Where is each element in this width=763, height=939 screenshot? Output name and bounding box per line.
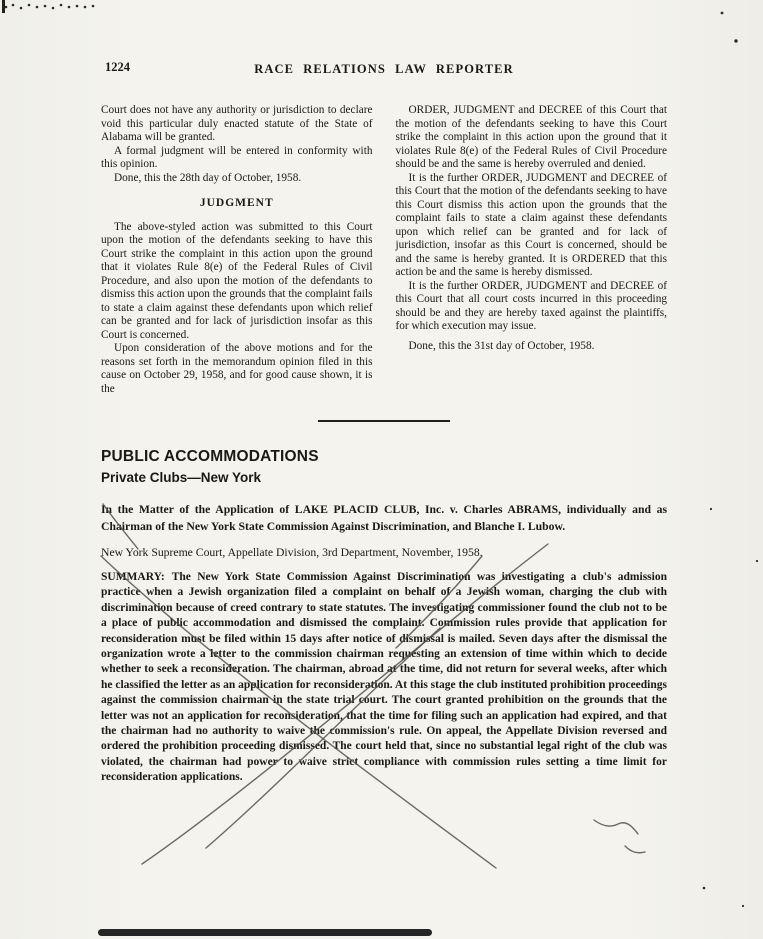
court-line: New York Supreme Court, Appellate Division, 3rd Department, November, 1958.	[101, 546, 483, 559]
journal-title: RACE RELATIONS LAW REPORTER	[254, 62, 514, 76]
scanner-dots-row	[5, 4, 95, 10]
right-column	[396, 104, 668, 396]
case-summary	[101, 570, 667, 786]
paragraph: Done, this the 31st day of October, 1958.	[408, 339, 595, 352]
corner-tick-artifact	[2, 0, 5, 13]
summary-label: SUMMARY:	[101, 571, 165, 583]
paragraph: The above-styled action was submitted to this Court upon the motion of the defendants seeking to have this Court strike the complaint in this action upon the ground that it violates Rule 8(e) of the Federal Rules of Civil Procedure, and also upon the motion of the defendants to dismiss this action upon the grounds that the complaint fails to state a claim against these defendants upon which relief can be granted and for lack of jurisdiction insofar as this Court is concerned.	[101, 220, 373, 341]
bottom-scan-bar-artifact	[98, 929, 432, 936]
section-divider-rule	[318, 420, 450, 422]
paragraph: It is the further ORDER, JUDGMENT and DECREE of this Court that the motion of the defendants seeking to have this Court dismiss this action upon the grounds that the complaint fails to state a claim against these defendants upon which relief can be granted and for lack of jurisdiction, insofar as this Court is concerned, should be and the same is hereby granted. It is ORDERED that this action be and the same is hereby dismissed.	[395, 171, 667, 278]
edge-specks	[703, 12, 758, 908]
two-column-text	[101, 104, 667, 396]
section-heading: PUBLIC ACCOMMODATIONS	[101, 448, 319, 465]
page-content	[101, 60, 667, 786]
case-caption: In the Matter of the Application of LAKE PLACID CLUB, Inc. v. Charles ABRAMS, individually and as Chairman of the New York State Commission Against Discrimination, and Blanche I. Lubow.	[101, 503, 667, 533]
paragraph: Done, this the 28th day of October, 1958.	[114, 171, 302, 184]
bottom-right-tail	[625, 846, 645, 853]
paragraph: It is the further ORDER, JUDGMENT and DECREE of this Court that all court costs incurred in this proceeding should be and they are hereby taxed against the plaintiffs, for which execution may issue.	[395, 279, 667, 332]
running-head	[101, 60, 667, 78]
bottom-right-squiggle	[594, 820, 638, 834]
paragraph: Upon consideration of the above motions and for the reasons set forth in the memorandum opinion filed in this cause on October 29, 1958, and for good cause shown, it is the	[101, 342, 373, 395]
left-column	[101, 104, 373, 396]
section-subheading: Private Clubs—New York	[101, 470, 262, 485]
paragraph: A formal judgment will be entered in conformity with this opinion.	[101, 144, 373, 170]
judgment-heading: JUDGMENT	[199, 197, 274, 209]
case-section	[101, 448, 667, 786]
page-number: 1224	[105, 60, 130, 74]
summary-text: The New York State Commission Against Discrimination was investigating a club's admission practice when a Jewish organization filed a complaint on behalf of a Jewish woman, charging the club with discrimination because of creed contrary to state statutes. The investigating commissioner found the club not to be a place of public accommodation and dismissed the complaint. Commission rules provide that application for reconsideration must be filed within 15 days after notice of dismissal is mailed. Seven days after the dismissal the organization wrote a letter to the commission chairman requesting an extension of time within which to decide whether to seek a reconsideration. The chairman, abroad at the time, did not return for several weeks, after which he classified the letter as an application for reconsideration. At this stage the club instituted prohibition proceedings against the commission chairman in the state trial court. The court granted prohibition on the grounds that the letter was not an application for reconsideration, that the time for filing such an application had expired, and that the chairman had no authority to waive the commission's rule. On appeal, the Appellate Division reversed and ordered the prohibition proceeding dismissed. The court held that, since no substantial legal right of the club was violated, the chairman had power to waive strict compliance with commission rules setting a time limit for reconsideration applications.	[101, 571, 667, 784]
paragraph: ORDER, JUDGMENT and DECREE of this Court that the motion of the defendants seeking to have this Court strike the complaint in this action upon the ground that it violates Rule 8(e) of the Federal Rules of Civil Procedure should be and the same is hereby overruled and denied.	[395, 104, 667, 170]
paragraph: Court does not have any authority or jurisdiction to declare void this particular duly enacted statute of the State of Alabama will be granted.	[101, 104, 373, 143]
